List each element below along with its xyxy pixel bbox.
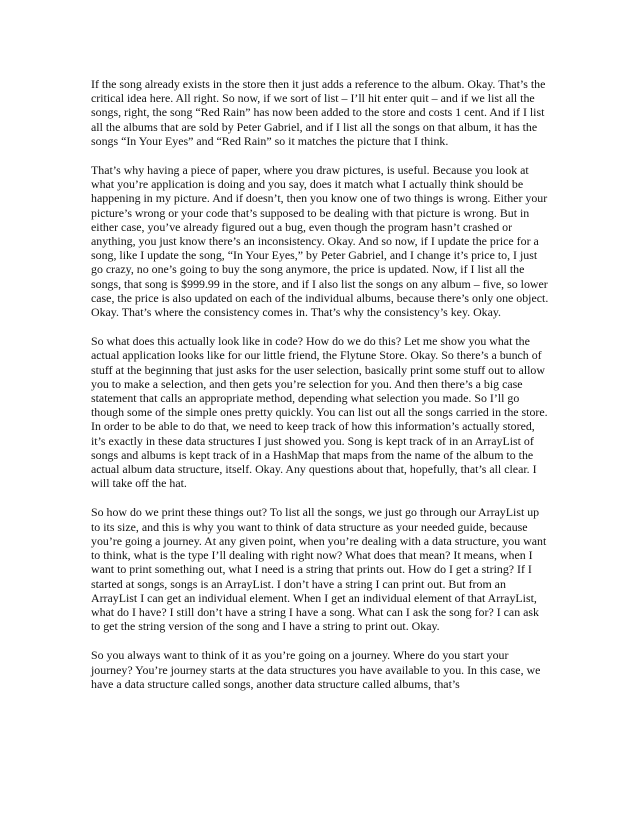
paragraph-3: So what does this actually look like in code? How do we do this? Let me show you what the actual application looks like for our little friend, the Flytune Store. Okay. So there’s a bunch of stuff at the beginning that just asks for the user selection, basically print some stuff out to allow you to make a selection, and then gets you’re selection for you. And then there’s a big case statement that calls an appropriate method, depending what selection you made. So I’ll go though some of the simple ones pretty quickly. You can list out all the songs carried in the store. In order to be able to do that, we need to keep track of how this information’s actually stored, it’s exactly in these data structures I just showed you. Song is kept track of in an ArrayList of songs and albums is kept track of in a HashMap that maps from the name of the album to the actual album data structure, itself. Okay. Any questions about that, hopefully, that’s all clear. I will take off the hat.	[91, 334, 548, 491]
paragraph-4: So how do we print these things out? To list all the songs, we just go through our ArrayList up to its size, and this is why you want to think of data structure as your needed guide, because you’re going a journey. At any given point, when you’re dealing with a data structure, you want to think, what is the type I’ll dealing with right now? What does that mean? It means, when I want to print something out, what I need is a string that prints out. How do I get a string? If I started at songs, songs is an ArrayList. I don’t have a string I can print out. But from an ArrayList I can get an individual element. When I get an individual element of that ArrayList, what do I have? I still don’t have a string I have a song. What can I ask the song for? I can ask to get the string version of the song and I have a string to print out. Okay.	[91, 505, 547, 634]
paragraph-2: That’s why having a piece of paper, where you draw pictures, is useful. Because you look at what you’re application is doing and you say, does it match what I actually think should be happening in my picture. And if doesn’t, then you know one of two things is wrong. Either your picture’s wrong or your code that’s supposed to be dealing with that picture is wrong. But in either case, you’ve already figured out a bug, even though the program hasn’t crashed or anything, you just know there’s an inconsistency. Okay. And so now, if I update the price for a song, like I update the song, “In Your Eyes,” by Peter Gabriel, and I change it’s price to, I just go crazy, no one’s going to buy the song anymore, the price is updated. Now, if I list all the songs, that song is $999.99 in the store, and if I also list the songs on any album – five, so lower case, the price is also updated on each of the individual albums, because there’s only one object. Okay. That’s where the consistency comes in. That’s why the consistency’s key. Okay.	[91, 163, 549, 320]
paragraph-5: So you always want to think of it as you’re going on a journey. Where do you start your journey? You’re journey starts at the data structures you have available to you. In this case, we have a data structure called songs, another data structure called albums, that’s	[91, 648, 541, 691]
transcript-body	[91, 77, 549, 706]
paragraph-1: If the song already exists in the store then it just adds a reference to the album. Okay. That’s the critical idea here. All right. So now, if we sort of list – I’ll hit enter quit – and if we list all the songs, right, the song “Red Rain” has now been added to the store and costs 1 cent. And if I list all the albums that are sold by Peter Gabriel, and if I list all the songs on that album, it has the songs “In Your Eyes” and “Red Rain” so it matches the picture that I think.	[91, 77, 546, 148]
